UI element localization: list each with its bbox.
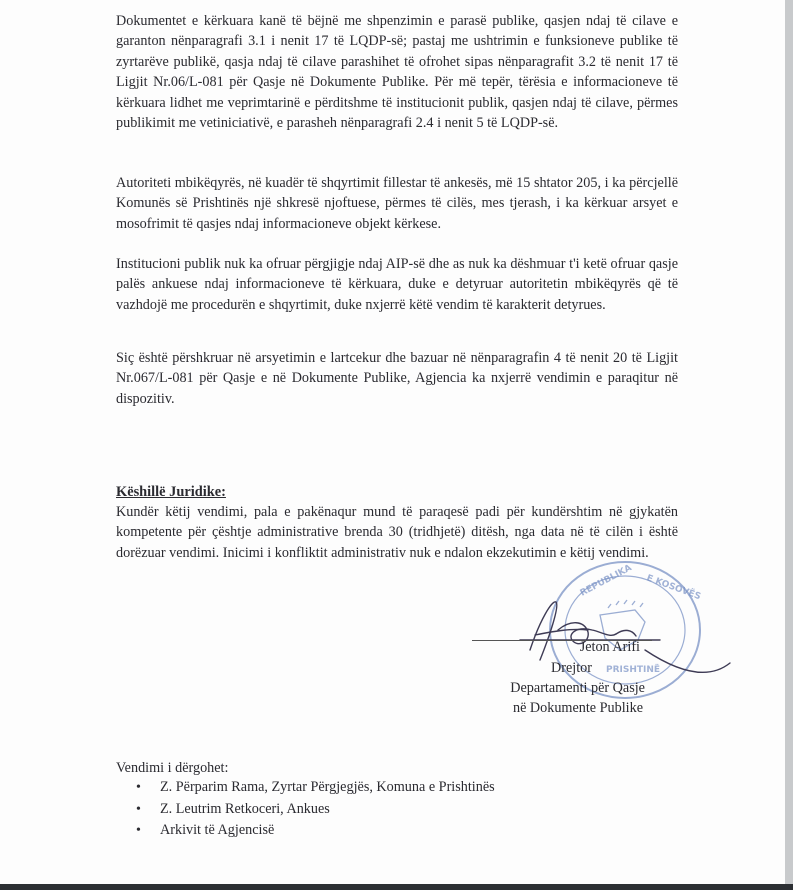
signatory-department-line2: në Dokumente Publike: [512, 700, 643, 716]
recipient-item: • Arkivit të Agjencisë: [136, 820, 495, 842]
signatory-name: Jeton Arifi: [579, 639, 640, 655]
svg-text:PRISHTINË: PRISHTINË: [606, 665, 661, 675]
recipient-list: [136, 777, 495, 842]
paragraph-legal-advice: Kundër këtij vendimi, pala e pakënaqur mund të paraqesë padi për kundërshtim në gjykatën kompetente për çështje administrative brenda 30 (tridhjetë) ditësh, nga data në të cilën i është dorëzuar vendimi. Inicimi i konfliktit administrativ nuk e ndalon ekzekutimin e këtij vendimi.: [116, 504, 678, 561]
signatory-department: Departamenti për Qasje: [510, 680, 645, 696]
signatory-role: Drejtor: [551, 660, 592, 676]
recipient-item: • Z. Përparim Rama, Zyrtar Përgjegjës, Komuna e Prishtinës: [136, 777, 495, 799]
recipient-item: • Z. Leutrim Retkoceri, Ankues: [136, 799, 495, 821]
distribution-label: Vendimi i dërgohet:: [116, 760, 229, 776]
scanner-edge: [785, 0, 793, 890]
paragraph-no-response: Institucioni publik nuk ka ofruar përgjigje ndaj AIP-së dhe as nuk ka dëshmuar t'i ketë ofruar qasje palës ankuese ndaj informacioneve të kërkuara, duke e detyruar autoritetin mbikëqyrës që të vazhdojë me procedurën e shqyrtimit, duke nxjerrë këtë vendim të karakterit detyrues.: [116, 256, 678, 313]
svg-text:REPUBLIKA: REPUBLIKA: [578, 563, 634, 599]
paragraph-supervisory-review: Autoriteti mbikëqyrës, në kuadër të shqyrtimit fillestar të ankesës, më 15 shtator 205, i ka përcjellë Komunës së Prishtinës një shkresë njoftuese, përmes të cilës, mes tjerash, i ka kërkuar arsyet e mosofrimit të qasjes ndaj informacioneve objekt kërkese.: [116, 175, 678, 232]
paragraph-conclusion: Siç është përshkruar në arsyetimin e lartcekur dhe bazuar në nënparagrafin 4 të nenit 20 të Ligjit Nr.067/L-081 për Qasje e në Dokumente Publike, Agjencia ka nxjerrë vendimin e paraqitur në dispozitiv.: [116, 350, 678, 407]
scanner-bottom-edge: [0, 884, 793, 890]
paragraph-legal-basis: Dokumentet e kërkuara kanë të bëjnë me shpenzimin e parasë publike, qasjen ndaj të cilave e garanton nënparagrafi 3.1 i nenit 17 të LQDP-së; pastaj me ushtrimin e funksioneve publike të zyrtarëve publikë, qasja ndaj të cilave parashihet të ofrohet sipas nënparagrafit 3.2 të nenit 17 të Ligjit Nr.06/L-081 për Qasje në Dokumente Publike. Për më tepër, tërësia e informacioneve të kërkuara lidhet me veprimtarinë e përditshme të institucionit publik, qasjen ndaj të cilave, përmes publikimit me vetiniciativë, e parasheh nënparagrafi 2.4 i nenit 5 të LQDP-së.: [116, 13, 678, 132]
legal-advice-heading: Këshillë Juridike:: [116, 484, 226, 500]
svg-text:E KOSOVËS: E KOSOVËS: [644, 573, 702, 603]
